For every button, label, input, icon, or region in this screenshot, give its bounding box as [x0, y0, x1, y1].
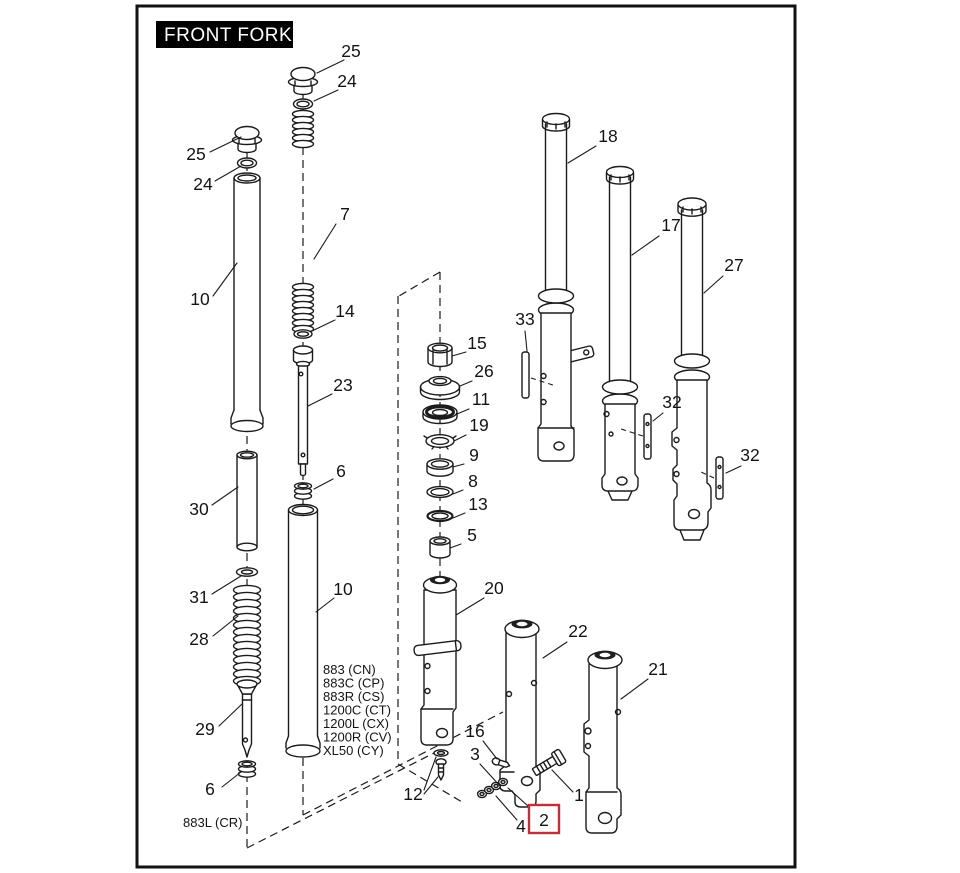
callout-27: 27 — [724, 255, 744, 275]
callout-26: 26 — [474, 361, 494, 381]
model-item: 1200L (CX) — [323, 716, 389, 731]
callout-9: 9 — [469, 445, 479, 465]
model-item: 883C (CP) — [323, 675, 385, 691]
variant-note: 883L (CR) — [183, 815, 243, 830]
part-inner-tube — [237, 451, 257, 551]
model-item: 1200C (CT) — [323, 702, 391, 718]
callout-5: 5 — [467, 525, 477, 545]
part-retaining-ring-14 — [294, 330, 312, 338]
callout-4: 4 — [516, 816, 526, 836]
callout-6-left: 6 — [205, 779, 215, 799]
callout-20: 20 — [484, 578, 504, 598]
callout-30: 30 — [189, 499, 209, 519]
callout-23: 23 — [333, 375, 353, 395]
callout-6-middle: 6 — [336, 461, 346, 481]
model-item: 883 (CN) — [323, 662, 376, 677]
callout-10-left: 10 — [190, 289, 210, 309]
callout-14: 14 — [335, 301, 355, 321]
callout-15: 15 — [467, 333, 487, 353]
part-fork-tube-left — [231, 173, 263, 432]
part-washer-8 — [427, 487, 453, 498]
callout-8: 8 — [468, 471, 478, 491]
callout-25-left: 25 — [186, 144, 206, 164]
callout-25-middle: 25 — [341, 41, 361, 61]
part-bushing-9 — [427, 459, 453, 476]
part-slider-21 — [584, 651, 622, 833]
part-spring-washer-left — [239, 761, 256, 777]
part-spring-28 — [234, 585, 261, 685]
model-item: 883R (CS) — [323, 689, 385, 704]
callout-33: 33 — [515, 309, 535, 329]
callout-29: 29 — [195, 719, 215, 739]
callout-28: 28 — [189, 629, 209, 649]
highlighted-callout-2[interactable] — [529, 805, 559, 833]
callout-16: 16 — [465, 721, 485, 741]
callout-1: 1 — [574, 785, 584, 805]
callout-32b: 32 — [740, 445, 760, 465]
part-bushing-5 — [430, 537, 450, 558]
callout-24-left: 24 — [193, 174, 213, 194]
callout-11: 11 — [471, 389, 491, 409]
page-title: FRONT FORK — [164, 25, 293, 46]
model-applicability-list — [323, 662, 392, 758]
part-washer-31 — [237, 568, 258, 576]
callout-12: 12 — [403, 784, 423, 804]
callout-18: 18 — [598, 126, 618, 146]
title-block — [156, 21, 293, 48]
model-item: XL50 (CY) — [323, 743, 384, 758]
part-fork-tube-middle — [286, 505, 320, 758]
part-snap-ring-13 — [428, 511, 453, 521]
callout-2[interactable]: 2 — [539, 810, 549, 830]
callout-7: 7 — [340, 204, 350, 224]
callout-19: 19 — [469, 415, 489, 435]
callout-10-middle: 10 — [333, 579, 353, 599]
callout-17: 17 — [661, 215, 681, 235]
callout-13: 13 — [468, 494, 488, 514]
callout-32a: 32 — [662, 392, 682, 412]
callout-22: 22 — [568, 621, 588, 641]
callout-31: 31 — [189, 587, 209, 607]
part-spring-washer-middle — [295, 483, 312, 499]
part-nut-15 — [428, 343, 452, 366]
callout-24-middle: 24 — [337, 71, 357, 91]
callout-3: 3 — [470, 744, 480, 764]
part-o-ring-middle — [294, 99, 313, 109]
model-item: 1200R (CV) — [323, 729, 392, 745]
callout-21: 21 — [648, 659, 668, 679]
